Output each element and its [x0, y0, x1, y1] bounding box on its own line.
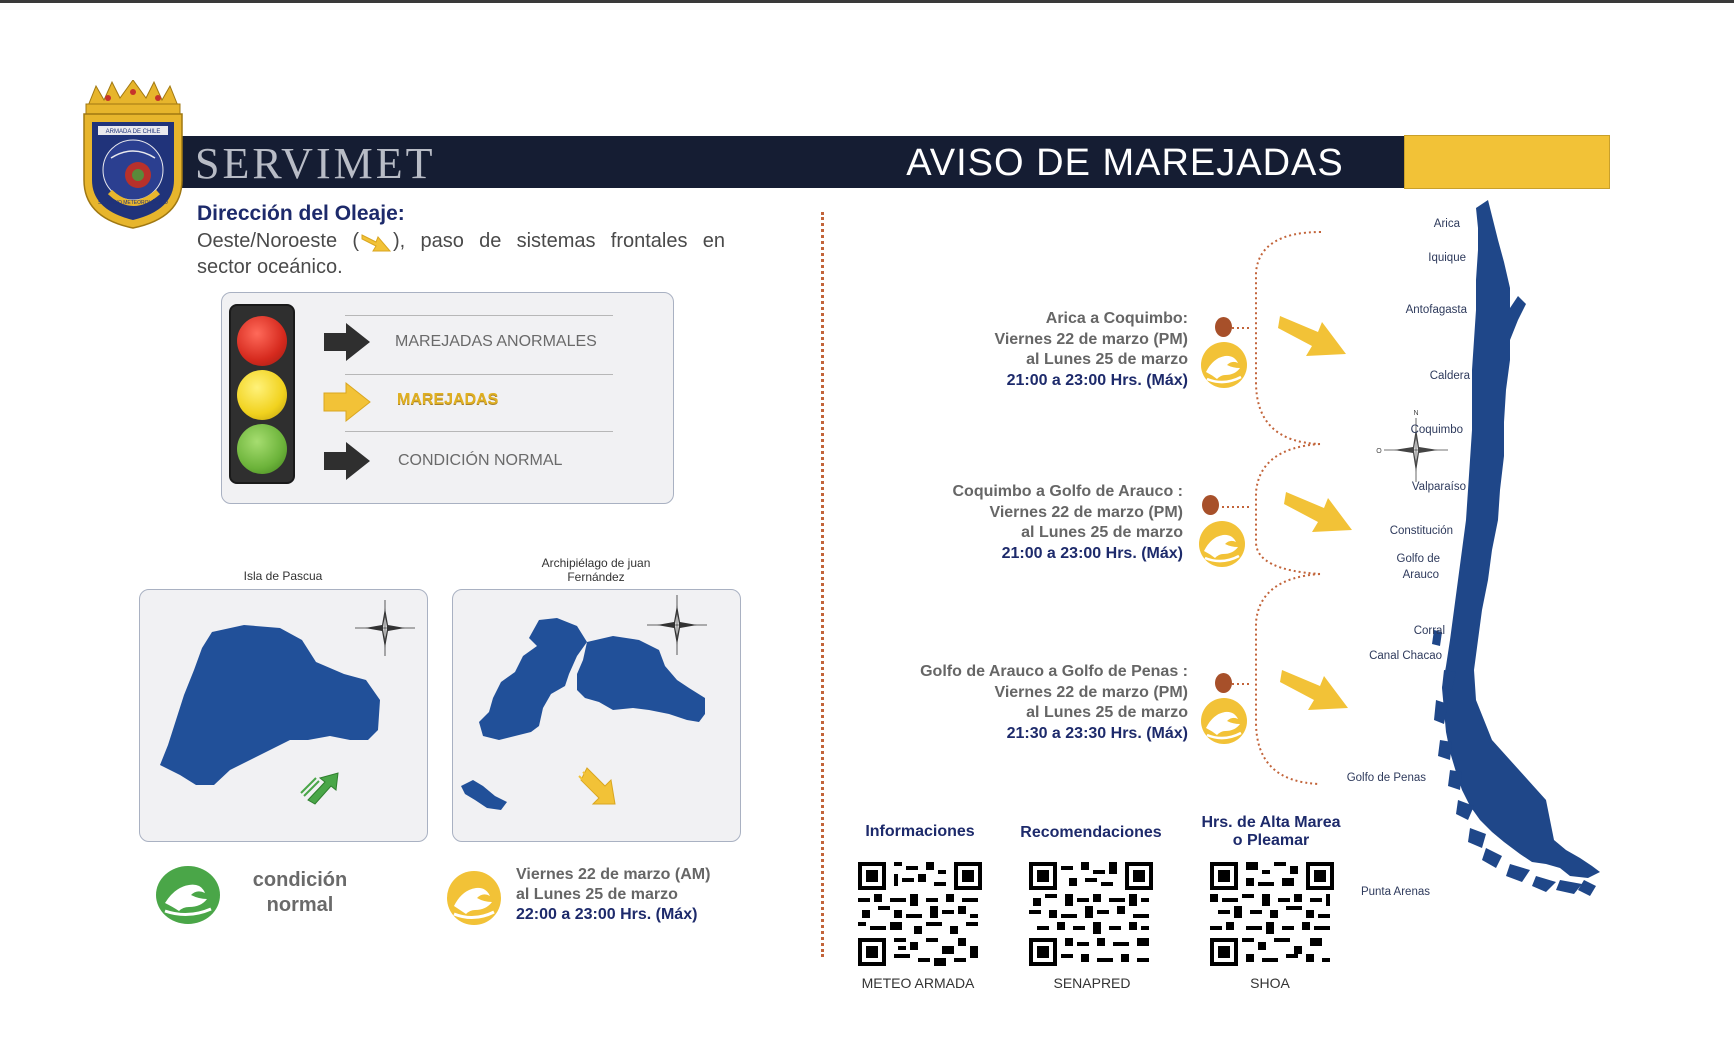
qr-title-alta-marea-line1: Hrs. de Alta Marea	[1201, 814, 1341, 831]
region-2-title: Coquimbo a Golfo de Arauco :	[952, 483, 1183, 500]
wave-normal-icon	[155, 865, 221, 925]
region-2-marker	[1202, 495, 1219, 515]
wave-swell-icon	[446, 870, 502, 926]
city-label: Constitución	[1389, 525, 1453, 537]
region-3-hours: 21:30 a 23:30 Hrs. (Máx)	[1006, 724, 1188, 742]
wave-direction-text-part2: ), paso de sistemas frontales en sector oceánico.	[197, 230, 725, 278]
arrow-yellow-icon	[322, 380, 374, 424]
city-label: Caldera	[1429, 370, 1470, 382]
brand-name: SERVIMET	[195, 139, 436, 188]
yellow-light	[237, 370, 287, 420]
island-alert-line1: Viernes 22 de marzo (AM)	[516, 866, 711, 883]
navy-crest-logo	[78, 80, 188, 230]
city-label: Golfo de	[1396, 553, 1440, 565]
region-2-end: al Lunes 25 de marzo	[1021, 524, 1183, 541]
city-label: Corral	[1413, 625, 1445, 637]
region-1-start: Viernes 22 de marzo (PM)	[994, 330, 1188, 348]
qr-caption-shoa: SHOA	[1250, 975, 1290, 991]
legend-divider	[345, 315, 613, 316]
region-1-hours: 21:00 a 23:00 Hrs. (Máx)	[1006, 371, 1188, 389]
wave-swell-icon	[1198, 520, 1246, 568]
svg-text:ARMADA DE CHILE: ARMADA DE CHILE	[105, 129, 161, 135]
region-2-start: Viernes 22 de marzo (PM)	[989, 503, 1183, 521]
swell-arrow-icon	[1278, 302, 1350, 358]
svg-text:N: N	[1413, 410, 1419, 417]
red-light	[237, 316, 287, 366]
compass-rose-icon	[355, 600, 415, 656]
page-title: AVISO DE MAREJADAS	[906, 142, 1344, 184]
wave-swell-icon	[1200, 697, 1248, 745]
qr-caption-senapred: SENAPRED	[1053, 975, 1131, 991]
normal-condition-line2: normal	[266, 894, 334, 916]
direction-arrow-icon	[359, 230, 393, 254]
qr-title-alta-marea	[1183, 814, 1359, 850]
island-alert-line2: al Lunes 25 de marzo	[516, 886, 678, 903]
city-label: Punta Arenas	[1360, 886, 1430, 898]
qr-title-alta-marea-line2: o Pleamar	[1232, 832, 1310, 849]
island-label-juan-fernandez	[453, 556, 739, 584]
region-2-info	[870, 482, 1183, 564]
island-label-line1: Archipiélago de juan	[541, 556, 651, 570]
wave-swell-icon	[1200, 341, 1248, 389]
arrow-dark-icon	[322, 320, 374, 364]
legend-divider	[345, 431, 613, 432]
qr-code-meteo-armada[interactable]	[858, 862, 982, 966]
region-1-title: Arica a Coquimbo:	[1045, 310, 1188, 327]
svg-text:SERVICIO METEOROLÓGICO: SERVICIO METEOROLÓGICO	[98, 200, 168, 206]
juan-fernandez-island-shape	[453, 590, 739, 840]
qr-caption-meteo-armada: METEO ARMADA	[861, 975, 975, 991]
compass-rose-icon	[647, 595, 707, 655]
map-pascua	[139, 589, 428, 842]
city-label: Golfo de Penas	[1346, 772, 1426, 784]
legend-label-abnormal: MAREJADAS ANORMALES	[395, 333, 597, 350]
city-label: Canal Chacao	[1369, 650, 1442, 662]
qr-code-shoa[interactable]	[1210, 862, 1334, 966]
swell-arrow-icon	[1284, 478, 1356, 534]
section-divider	[821, 212, 824, 957]
pascua-island-shape	[140, 590, 426, 840]
region-2-hours: 21:00 a 23:00 Hrs. (Máx)	[1001, 544, 1183, 562]
city-label: Arauco	[1402, 569, 1439, 581]
arrow-dark-icon	[322, 439, 374, 483]
region-1-info	[888, 309, 1188, 391]
region-3-info	[858, 662, 1188, 744]
qr-title-recomendaciones: Recomendaciones	[1020, 824, 1162, 841]
city-label: Coquimbo	[1410, 424, 1463, 436]
city-label: Valparaíso	[1411, 481, 1466, 493]
svg-text:O: O	[1376, 448, 1382, 455]
alert-level-box	[1404, 135, 1610, 189]
region-3-start: Viernes 22 de marzo (PM)	[994, 683, 1188, 701]
legend-label-normal: CONDICIÓN NORMAL	[398, 452, 563, 469]
green-light	[237, 424, 287, 474]
top-border	[0, 0, 1734, 3]
island-label-line2: Fernández	[567, 570, 625, 584]
wave-direction-heading: Dirección del Oleaje:	[197, 202, 405, 225]
qr-code-senapred[interactable]	[1029, 862, 1153, 966]
city-label: Antofagasta	[1405, 304, 1467, 316]
wave-direction-text-part1: Oeste/Noroeste (	[197, 230, 359, 252]
region-1-marker	[1215, 317, 1232, 337]
region-3-title: Golfo de Arauco a Golfo de Penas :	[920, 663, 1188, 680]
region-3-marker	[1215, 673, 1232, 693]
island-alert-dates	[516, 865, 710, 925]
legend-divider	[345, 374, 613, 375]
normal-condition-label	[225, 868, 375, 918]
region-3-end: al Lunes 25 de marzo	[1026, 704, 1188, 721]
map-juan-fernandez	[452, 589, 741, 842]
city-label: Arica	[1433, 218, 1460, 230]
wave-direction-text	[197, 228, 725, 280]
traffic-light	[229, 304, 295, 484]
compass-rose-icon	[1376, 410, 1448, 482]
qr-title-informaciones: Informaciones	[865, 823, 975, 840]
city-label: Iquique	[1428, 252, 1466, 264]
region-1-end: al Lunes 25 de marzo	[1026, 351, 1188, 368]
island-alert-line3: 22:00 a 23:00 Hrs. (Máx)	[516, 906, 698, 923]
normal-condition-line1: condición	[252, 869, 348, 891]
island-label-pascua: Isla de Pascua	[243, 569, 323, 583]
swell-arrow-icon	[1280, 656, 1352, 712]
legend-label-swell: MAREJADAS	[397, 391, 499, 408]
